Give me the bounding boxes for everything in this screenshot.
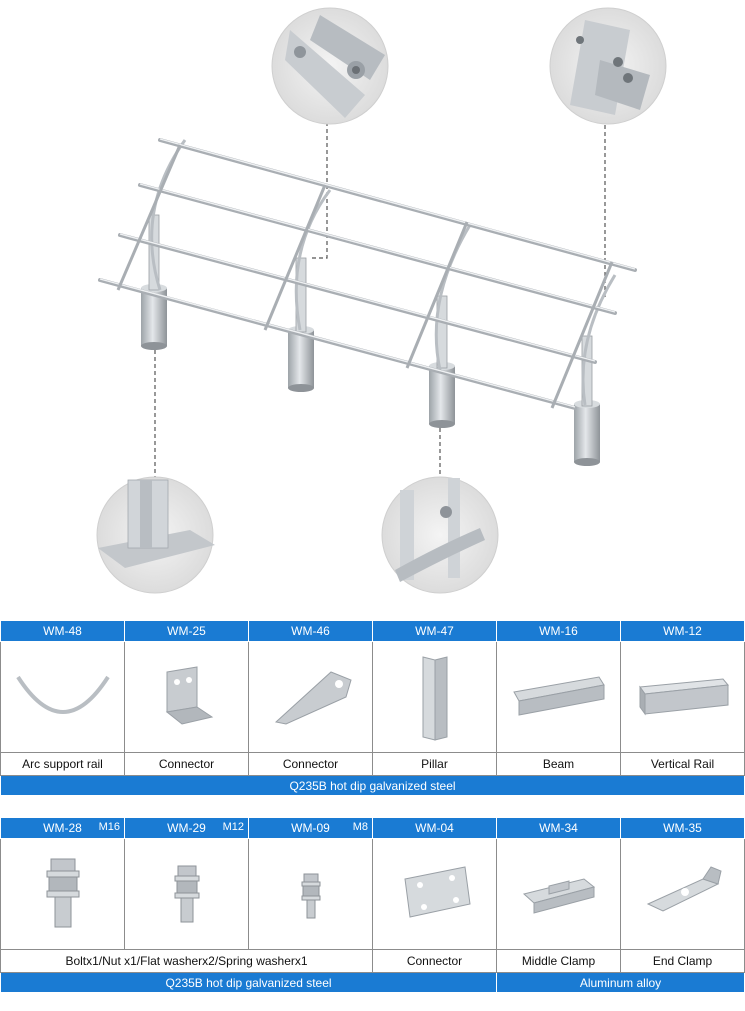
part-label: Arc support rail [1, 753, 125, 776]
vertical-rail-image [621, 642, 745, 753]
beams [100, 140, 635, 408]
part-code: WM-47 [373, 621, 497, 642]
part-code: WM-34 [497, 818, 621, 839]
pillar-1 [141, 215, 167, 350]
part-code: WM-28 [43, 821, 82, 835]
part-label: Middle Clamp [497, 950, 621, 973]
part-code-cell [1, 818, 125, 839]
beam-image [497, 642, 621, 753]
vertical-rails [118, 145, 612, 408]
parts-table-steel [0, 620, 745, 796]
pillars [141, 215, 600, 466]
part-code: WM-48 [1, 621, 125, 642]
part-label: Connector [373, 950, 497, 973]
connector-wm04-image [373, 839, 497, 950]
part-code: WM-12 [621, 621, 745, 642]
parts-table-fasteners [0, 817, 745, 993]
part-code: WM-46 [249, 621, 373, 642]
part-code: WM-09 [291, 821, 330, 835]
bolt-m12-image [125, 839, 249, 950]
material-label: Q235B hot dip galvanized steel [1, 776, 745, 796]
part-code-cell [125, 818, 249, 839]
arc-rails [152, 140, 615, 405]
middle-clamp-image [497, 839, 621, 950]
pillar-2 [288, 258, 314, 392]
material-label-steel: Q235B hot dip galvanized steel [1, 973, 497, 993]
bolt-size: M12 [222, 821, 244, 833]
bolt-m16-image [1, 839, 125, 950]
bolt-size: M16 [98, 821, 120, 833]
bolt-set-label: Boltx1/Nut x1/Flat washerx2/Spring washerx1 [1, 950, 373, 973]
part-code: WM-04 [373, 818, 497, 839]
part-code: WM-35 [621, 818, 745, 839]
part-code: WM-29 [167, 821, 206, 835]
detail-circle-top-center [272, 8, 388, 124]
part-code: WM-25 [125, 621, 249, 642]
end-clamp-image [621, 839, 745, 950]
detail-circle-bottom-left [97, 477, 215, 593]
part-label: Connector [125, 753, 249, 776]
material-label-alloy: Aluminum alloy [497, 973, 745, 993]
connector-wm46-image [249, 642, 373, 753]
pillar-3 [429, 296, 455, 428]
bolt-m8-image [249, 839, 373, 950]
arc-support-rail-image [1, 642, 125, 753]
detail-circle-bottom-center [382, 477, 498, 593]
detail-circle-top-right [550, 8, 666, 124]
part-label: End Clamp [621, 950, 745, 973]
part-label: Pillar [373, 753, 497, 776]
connector-wm25-image [125, 642, 249, 753]
part-label: Connector [249, 753, 373, 776]
pillar-image [373, 642, 497, 753]
bolt-size: M8 [352, 821, 368, 833]
leader-lines [155, 122, 605, 480]
part-code-cell [249, 818, 373, 839]
part-label: Vertical Rail [621, 753, 745, 776]
part-label: Beam [497, 753, 621, 776]
part-code: WM-16 [497, 621, 621, 642]
